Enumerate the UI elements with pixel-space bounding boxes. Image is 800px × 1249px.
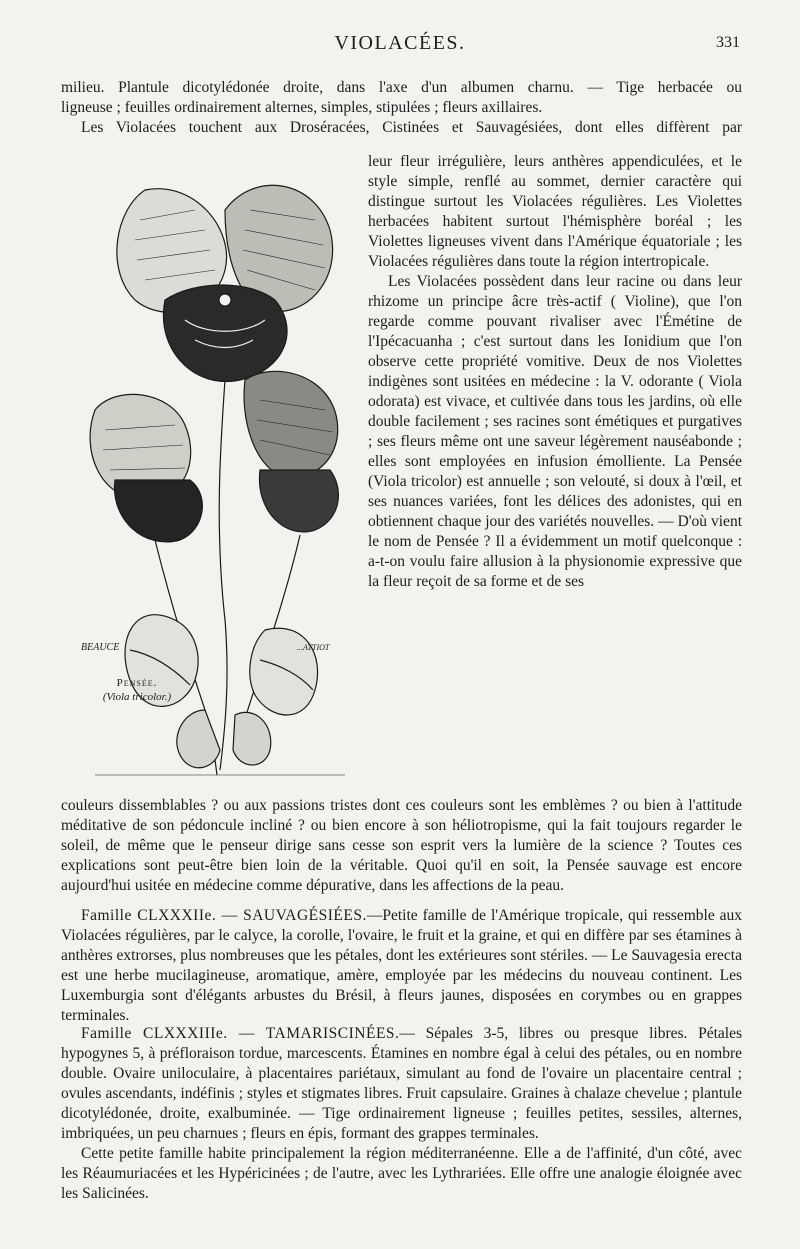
paragraph: Les Violacées possèdent dans leur racine ou dans leur rhizome un principe âcre très-actif ( Violine), que l'on regarde comme pouvant rivaliser avec l'Émétine de l'Ipécacuanha ; c'est surtout dans les Ionidium que l'on observe cette propriété vomitive. Deux de nos Violettes indigènes sont usitées en médecine : la V. odorante ( Viola odorata) est vivace, et cultivée dans tous les jardins, où elle double facilement ; ses racines sont émétiques et purgatives ; ses fleurs même ont une saveur légèrement nauséabonde ; elles sont employées en infusion émolliente. La Pensée (Viola tricolor) est annuelle ; son velouté, si doux à l'œil, et ses nuances variées, font les délices des adonistes, qui en obtiennent chaque jour des variétés nouvelles. — D'où vient le nom de Pensée ? Il a évidemment un motif quelconque : a-t-on voulu faire allusion à la physionomie expressive que la fleur reçoit de sa forme et de ses <box>368 273 742 590</box>
running-title: VIOLACÉES. <box>334 32 466 54</box>
family-sauvagesiees <box>61 906 742 1026</box>
family-tamariscinees <box>61 1024 742 1204</box>
figure-caption <box>82 676 192 704</box>
engraver-signature: BEAUCE <box>81 642 120 653</box>
family-description: — Sépales 3-5, libres ou presque libres. Pétales hypogynes 5, à préfloraison tordue, marcescents. Étamines en nombre égal à celui des pétales, ou en nombre double. Ovaire uniloculaire, à placentaires pariétaux, simulant au fond de l'ovaire un placentaire central ; ovules ascendants, indéfinis ; styles et stigmates libres. Fruit capsulaire. Graines à chalaze chevelue ; plantule dicotylédonée, droite, exalbuminée. — Tige ordinairement ligneuse ; feuilles petites, sessiles, alternes, imbriquées, un peu charnues ; fleurs en épis, formant des grappes terminales. <box>61 1025 742 1142</box>
caption-name: Pensée. <box>116 677 158 689</box>
family-note: Cette petite famille habite principalement la région méditerranéenne. Elle a de l'affinité, d'un côté, avec les Réaumuriacées et les Hypéricinées ; de l'autre, avec les Lythrariées. Elle offre une analogie éloignée avec les Salicinées. <box>61 1145 742 1202</box>
page-header <box>60 30 740 62</box>
text-line: ligneuse ; feuilles ordinairement alternes, simples, stipulées ; fleurs axillaires. <box>61 99 543 116</box>
continuation-paragraph <box>61 796 742 896</box>
text-line: Les Violacées touchent aux Droséracées, Cistinées et Sauvagésiées, dont elles diffèrent par <box>81 119 742 136</box>
family-heading: Famille CLXXXIIe. — SAUVAGÉSIÉES. <box>81 907 367 924</box>
caption-latin: (Viola tricolor.) <box>102 691 172 703</box>
family-heading: Famille CLXXXIIIe. — TAMARISCINÉES. <box>81 1025 400 1042</box>
paragraph: couleurs dissemblables ? ou aux passions tristes dont ces couleurs sont les emblèmes ? ou bien à l'attitude méditative de son pédoncule incliné ? ou bien encore à son héliotropisme, qui la fait toujours regarder le soleil, de même que le penseur dirige sans cesse son esprit vers la lumière de la science ? Toutes ces explications sont peut-être bien loin de la véritable. Quoi qu'il en soit, la Pensée sauvage est encore aujourd'hui usitée en médecine comme dépurative, dans les affections de la peau. <box>61 797 742 894</box>
paragraph: leur fleur irrégulière, leurs anthères appendiculées, et le style simple, renflé au sommet, dernier caractère qui distingue surtout les Violacées régulières. Les Violettes herbacées habitent surtout l'hémisphère boréal ; les Violettes ligneuses vivent dans l'Amérique équatoriale ; les Violacées régulières dans toute la région intertropicale. <box>368 153 742 270</box>
right-column-text <box>368 152 742 592</box>
page-number: 331 <box>716 34 740 51</box>
engraver-signature-right: ...ATTIOT <box>297 643 330 652</box>
opening-paragraph <box>61 78 742 138</box>
family-description: —Petite famille de l'Amérique tropicale, qui ressemble aux Violacées régulières, par le calyce, la corolle, l'ovaire, le fruit et la graine, et qui en diffère par ses étamines à anthères extrorses, plus nombreuses que les pétales, dont les extérieures sont stériles. — Le Sauvagesia erecta est une herbe mucilagineuse, aromatique, amère, employée par les médecins du nouveau continent. Les Luxemburgia sont d'élégants arbustes du Brésil, à fleurs jaunes, disposées en corymbes ou en grappes terminales. <box>61 907 742 1024</box>
text-line: milieu. Plantule dicotylédonée droite, dans l'axe d'un albumen charnu. — Tige herbacée ou <box>61 79 742 96</box>
